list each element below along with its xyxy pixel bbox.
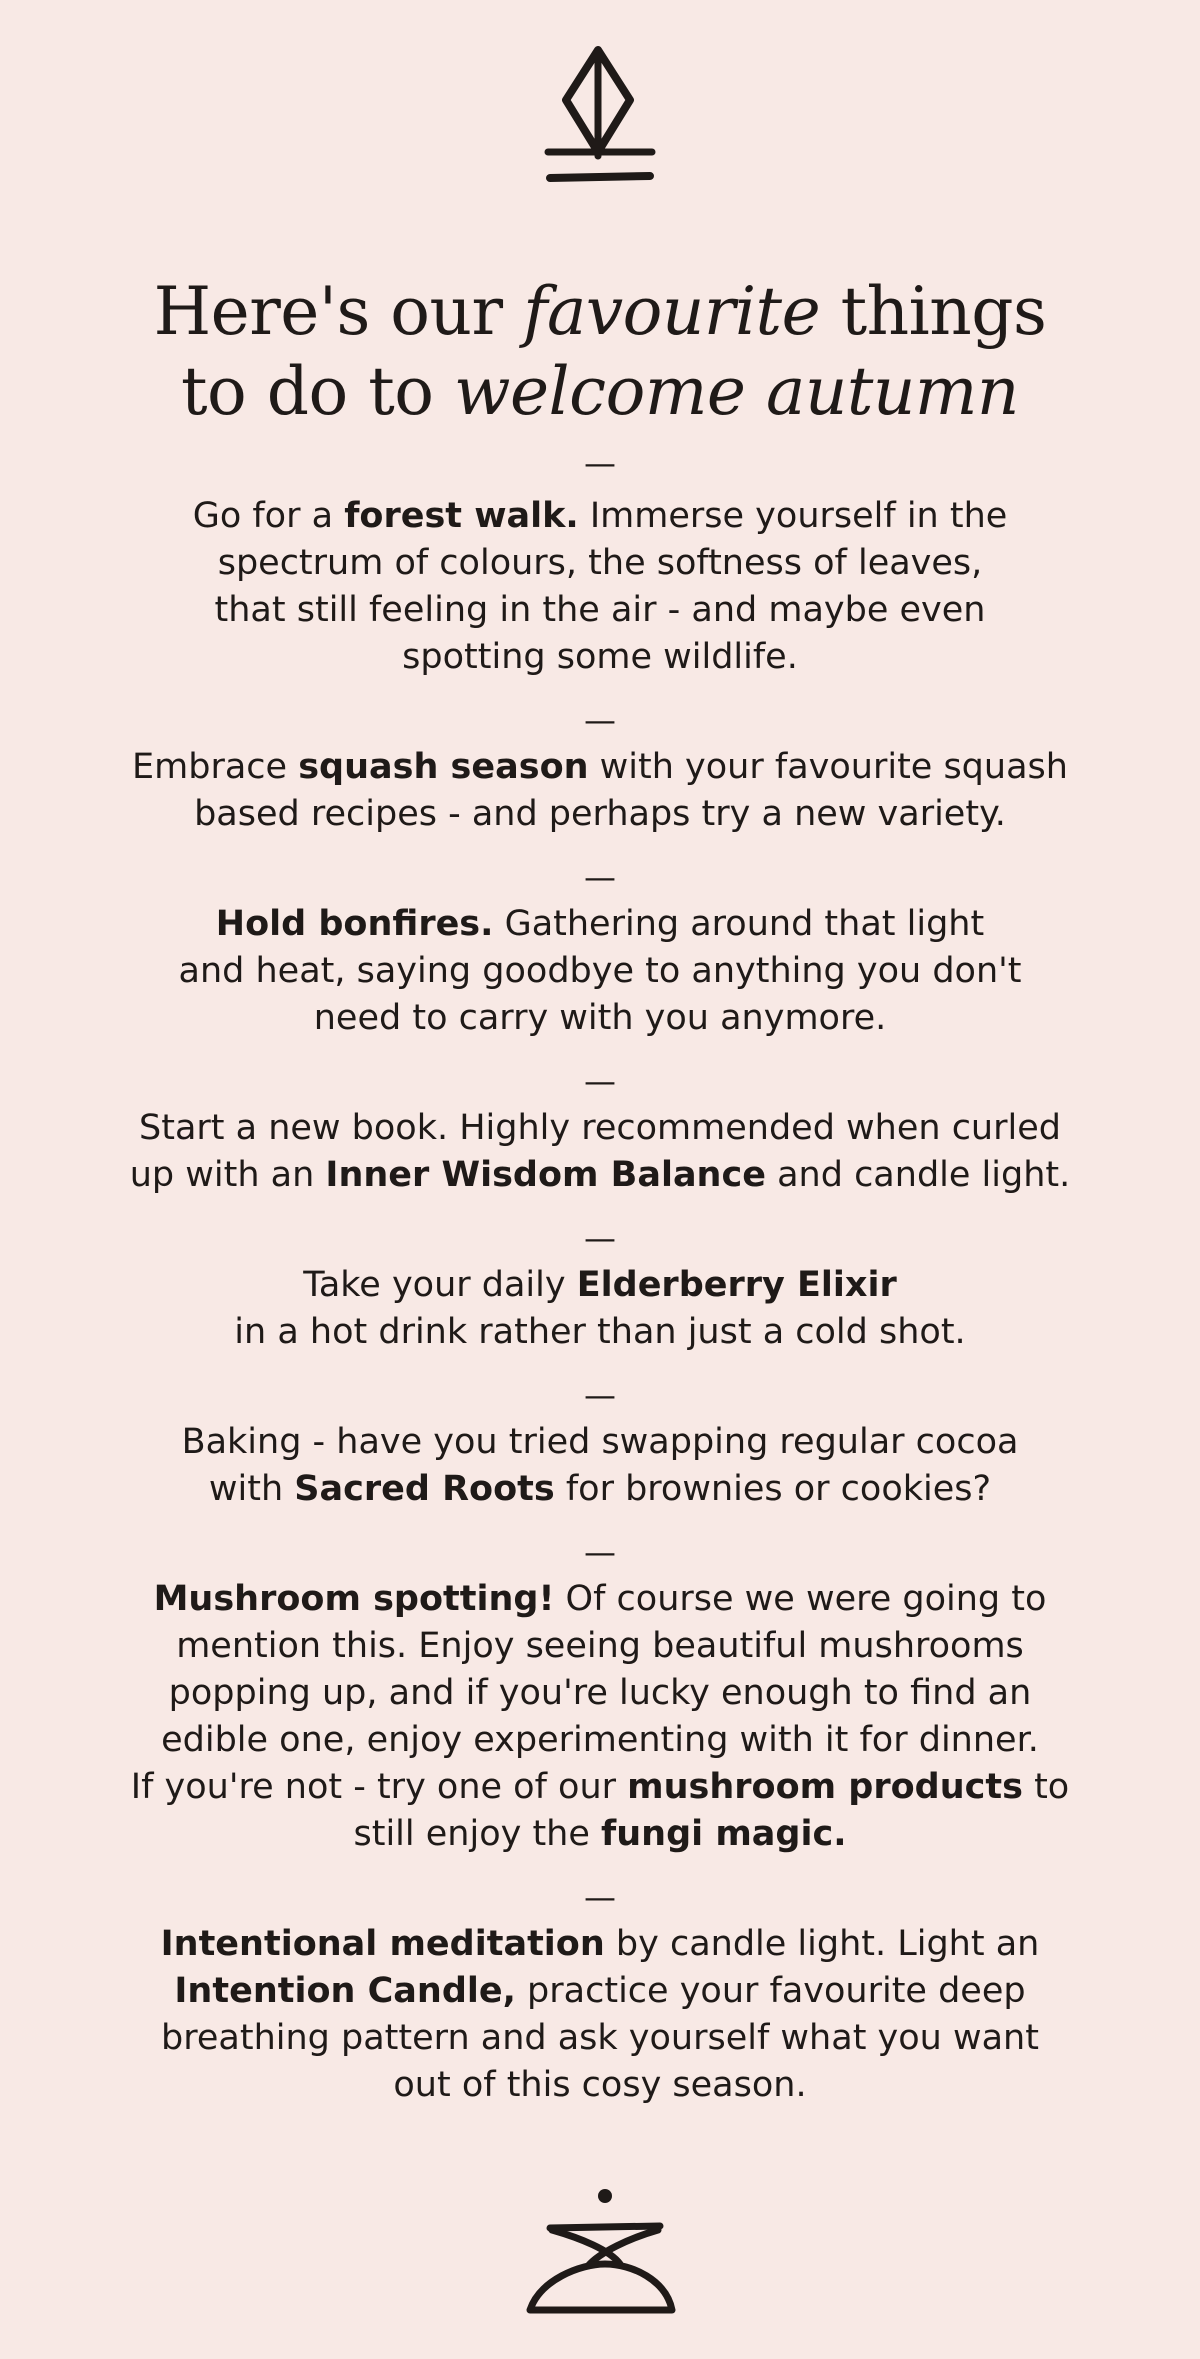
tip-highlight: Hold bonfires.	[215, 904, 494, 944]
tip-text: for brownies or cookies?	[554, 1469, 992, 1509]
tip-text: Gathering around that light	[493, 904, 985, 944]
tips-list	[100, 440, 1100, 2125]
tip-text: spectrum of colours, the softness of leaves,	[217, 543, 983, 583]
tip-text: breathing pattern and ask yourself what you want	[161, 2018, 1039, 2058]
divider: —	[584, 1062, 616, 1100]
tip-text: need to carry with you anymore.	[313, 998, 887, 1038]
tip-highlight: Elderberry Elixir	[576, 1265, 897, 1305]
title-line1-end: things	[820, 273, 1047, 350]
tip-text: in a hot drink rather than just a cold shot.	[234, 1312, 966, 1352]
tip-text: with your favourite squash	[588, 747, 1068, 787]
tip-highlight: squash season	[298, 747, 589, 787]
hourglass-dot-logo-icon	[520, 2180, 680, 2320]
divider: —	[584, 1376, 616, 1414]
tip-text: popping up, and if you're lucky enough to find an	[168, 1673, 1032, 1713]
tip-text: and candle light.	[765, 1155, 1071, 1195]
title-line2-start: to do to	[181, 353, 454, 430]
diamond-arrow-logo-icon	[540, 44, 660, 189]
tip-highlight: Mushroom spotting!	[153, 1579, 555, 1619]
tip-text: by candle light. Light an	[604, 1924, 1040, 1964]
divider: —	[584, 701, 616, 739]
tip-text: out of this cosy season.	[393, 2065, 807, 2105]
tip-text: with	[208, 1469, 295, 1509]
tip-text: Start a new book. Highly recommended when curled	[139, 1108, 1061, 1148]
tip-highlight: mushroom products	[627, 1767, 1023, 1807]
tip-text: that still feeling in the air - and maybe even	[214, 590, 986, 630]
tip-text: and heat, saying goodbye to anything you don't	[178, 951, 1022, 991]
tip-item	[100, 1576, 1100, 1858]
divider: —	[584, 444, 616, 482]
title-line1-start: Here's our	[153, 273, 524, 350]
divider: —	[584, 1533, 616, 1571]
tip-text: If you're not - try one of our	[130, 1767, 628, 1807]
tip-item	[100, 1921, 1100, 2109]
tip-item	[100, 744, 1100, 838]
tip-text: mention this. Enjoy seeing beautiful mushrooms	[176, 1626, 1024, 1666]
tip-text: Of course we were going to	[554, 1579, 1047, 1619]
tip-highlight: Intentional meditation	[160, 1924, 605, 1964]
divider: —	[584, 1219, 616, 1257]
tip-text: practice your favourite deep	[515, 1971, 1026, 2011]
title-line1-emphasis: favourite	[523, 273, 821, 350]
tip-text: Embrace	[132, 747, 299, 787]
tip-text: based recipes - and perhaps try a new variety.	[194, 794, 1006, 834]
tip-text: still enjoy the	[353, 1814, 602, 1854]
tip-highlight: Inner Wisdom Balance	[325, 1155, 766, 1195]
tip-highlight: Sacred Roots	[294, 1469, 555, 1509]
page-title	[0, 272, 1200, 432]
tip-item	[100, 1105, 1100, 1199]
tip-text: to	[1022, 1767, 1070, 1807]
tip-text: Take your daily	[303, 1265, 577, 1305]
tip-item	[100, 1419, 1100, 1513]
divider: —	[584, 858, 616, 896]
tip-item	[100, 901, 1100, 1042]
tip-text: Go for a	[192, 496, 345, 536]
divider: —	[584, 1878, 616, 1916]
tip-text: edible one, enjoy experimenting with it for dinner.	[161, 1720, 1039, 1760]
tip-item	[100, 1262, 1100, 1356]
tip-text: up with an	[129, 1155, 326, 1195]
tip-highlight: fungi magic.	[601, 1814, 847, 1854]
tip-highlight: forest walk.	[344, 496, 579, 536]
tip-highlight: Intention Candle,	[174, 1971, 516, 2011]
tip-text: Baking - have you tried swapping regular cocoa	[181, 1422, 1019, 1462]
tip-text: spotting some wildlife.	[402, 637, 798, 677]
title-line2-emphasis: welcome autumn	[453, 353, 1019, 430]
tip-text: Immerse yourself in the	[578, 496, 1008, 536]
tip-item	[100, 493, 1100, 681]
